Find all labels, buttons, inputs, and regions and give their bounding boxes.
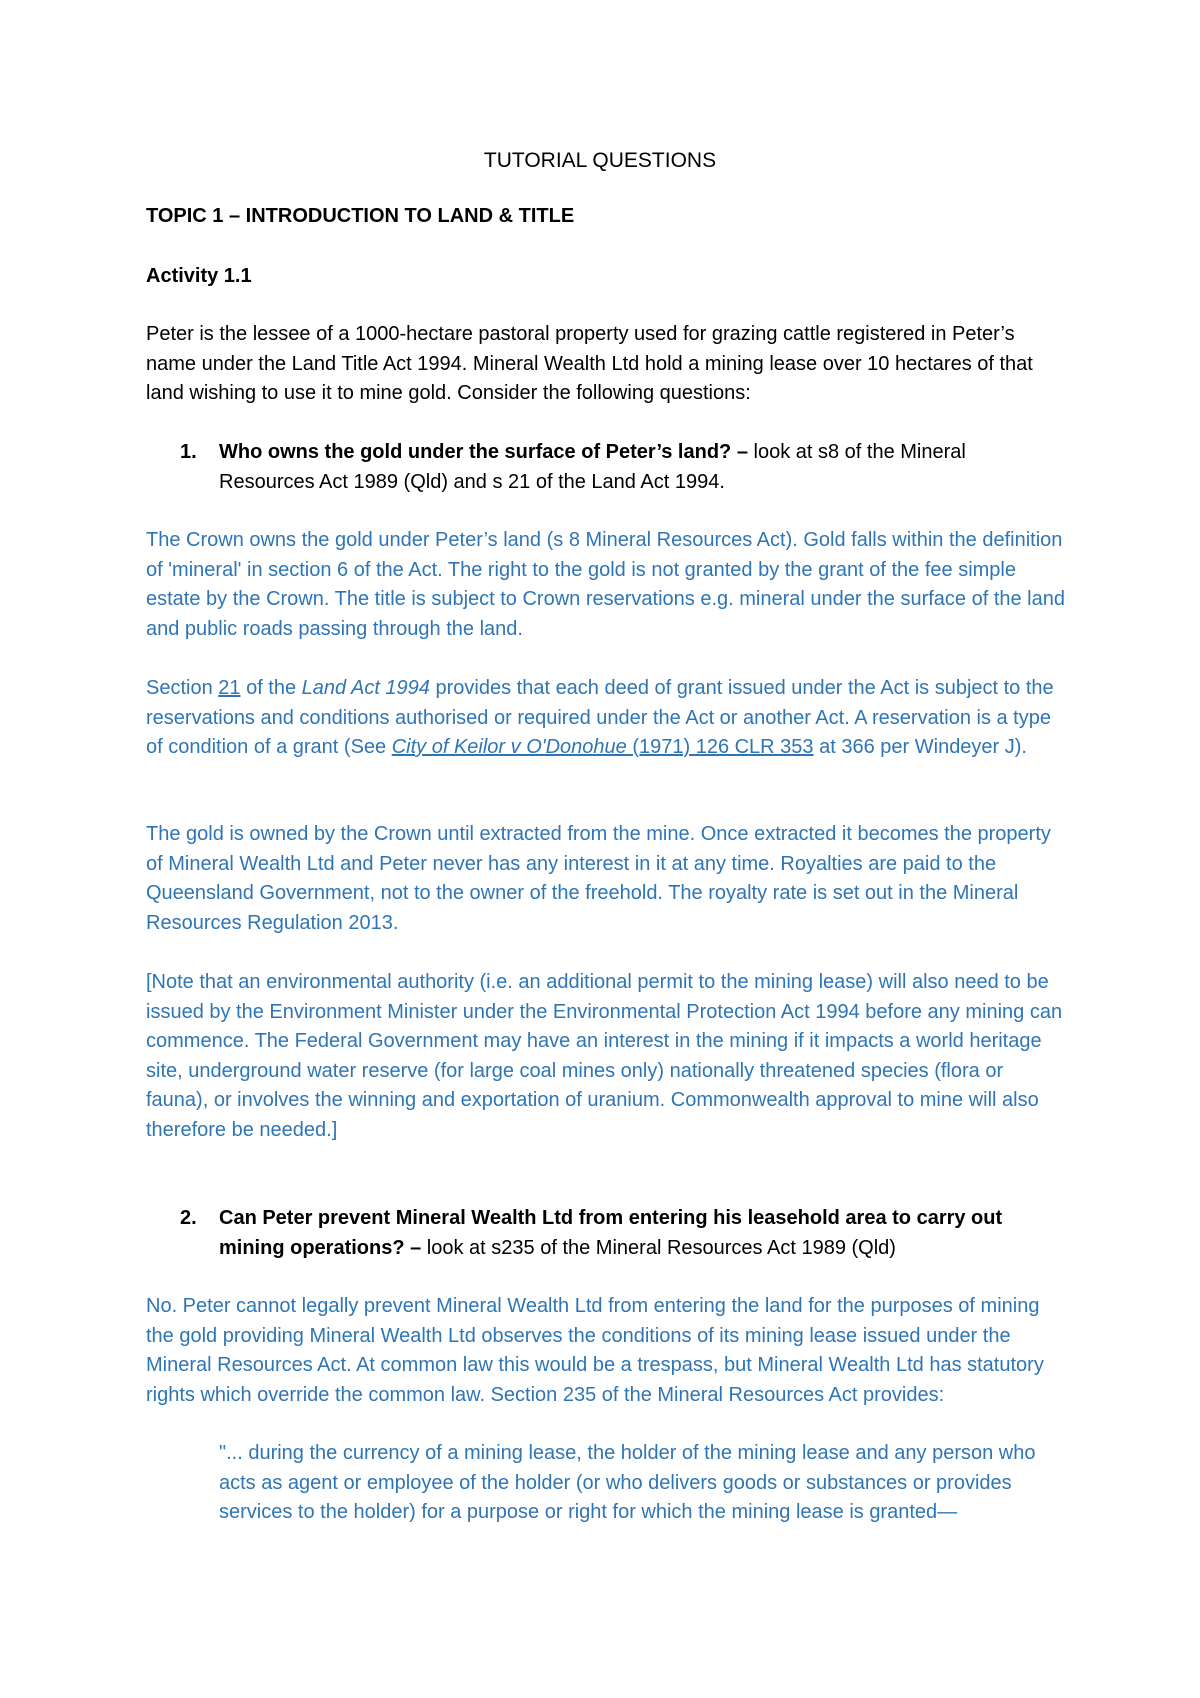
question-2 xyxy=(146,1204,1066,1263)
question-1-number: 1. xyxy=(180,441,197,463)
question-2-number: 2. xyxy=(180,1207,197,1229)
question-2-rest: look at s235 of the Mineral Resources Act 1989 (Qld) xyxy=(421,1236,896,1259)
page-title: TUTORIAL QUESTIONS xyxy=(483,149,717,172)
section-21-link[interactable]: 21 xyxy=(218,677,241,699)
answer-1-paragraph-4: [Note that an environmental authority (i.e. an additional permit to the mining lease) will also need to be issued by the Environment Minister under the Environmental Protection Act 1994 before any mining can commence. The Federal Government may have an interest in the mining if it impacts a world heritage site, underground water reserve (for large coal mines only) nationally threatened species (flora or fauna), or involves the winning and exportation of uranium. Commonwealth approval to mine will also therefore be needed.] xyxy=(146,971,1063,1141)
intro-paragraph: Peter is the lessee of a 1000-hectare pastoral property used for grazing cattle registered in Peter’s name under the Land Title Act 1994. Mineral Wealth Ltd hold a mining lease over 10 hectares of that land wishing to use it to mine gold. Consider the following questions: xyxy=(146,323,1033,404)
question-1 xyxy=(146,438,1066,497)
topic-heading: TOPIC 1 – INTRODUCTION TO LAND & TITLE xyxy=(146,205,575,227)
activity-heading: Activity 1.1 xyxy=(146,265,252,287)
case-citation: (1971) 126 CLR 353 xyxy=(626,736,814,758)
answer-1-paragraph-2 xyxy=(146,674,1066,763)
answer-1-text: Section xyxy=(146,677,219,699)
question-2-text xyxy=(219,1204,1066,1263)
question-1-rest: look at s8 of the Mineral Resources Act 1989 (Qld) and s 21 of the Land Act 1994. xyxy=(219,441,966,493)
case-name: City of Keilor v O'Donohue xyxy=(391,736,627,758)
answer-1-paragraph-1: The Crown owns the gold under Peter’s land (s 8 Mineral Resources Act). Gold falls within the definition of 'mineral' in section 6 of the Act. The right to the gold is not granted by the grant of the fee simple estate by the Crown. The title is subject to Crown reservations e.g. mineral under the surface of the land and public roads passing through the land. xyxy=(146,529,1065,640)
question-2-bold: Can Peter prevent Mineral Wealth Ltd from entering his leasehold area to carry out mining operations? – xyxy=(219,1207,1003,1259)
answer-1-paragraph-3: The gold is owned by the Crown until extracted from the mine. Once extracted it becomes the property of Mineral Wealth Ltd and Peter never has any interest in it at any time. Royalties are paid to the Queensland Government, not to the owner of the freehold. The royalty rate is set out in the Mineral Resources Regulation 2013. xyxy=(146,823,1051,934)
question-1-bold: Who owns the gold under the surface of Peter’s land? – xyxy=(219,441,748,463)
question-1-text xyxy=(219,438,1066,497)
answer-2-quote: "... during the currency of a mining lease, the holder of the mining lease and any person who acts as agent or employee of the holder (or who delivers goods or substances or provides services to the holder) for a purpose or right for which the mining lease is granted— xyxy=(219,1442,1036,1523)
answer-2-paragraph-1: No. Peter cannot legally prevent Mineral Wealth Ltd from entering the land for the purposes of mining the gold providing Mineral Wealth Ltd observes the conditions of its mining lease issued under the Mineral Resources Act. At common law this would be a trespass, but Mineral Wealth Ltd has statutory rights which override the common law. Section 235 of the Mineral Resources Act provides: xyxy=(146,1295,1044,1406)
case-link[interactable] xyxy=(392,736,814,758)
answer-1-text: at 366 per Windeyer J). xyxy=(813,736,1027,758)
answer-1-text: of the xyxy=(240,677,302,699)
land-act-title: Land Act 1994 xyxy=(301,677,430,699)
answer-1-text: provides that each deed of grant issued under the Act is subject to the reservations and conditions authorised or required under the Act or another Act. A reservation is a type of condition of a grant (See xyxy=(146,677,1054,758)
